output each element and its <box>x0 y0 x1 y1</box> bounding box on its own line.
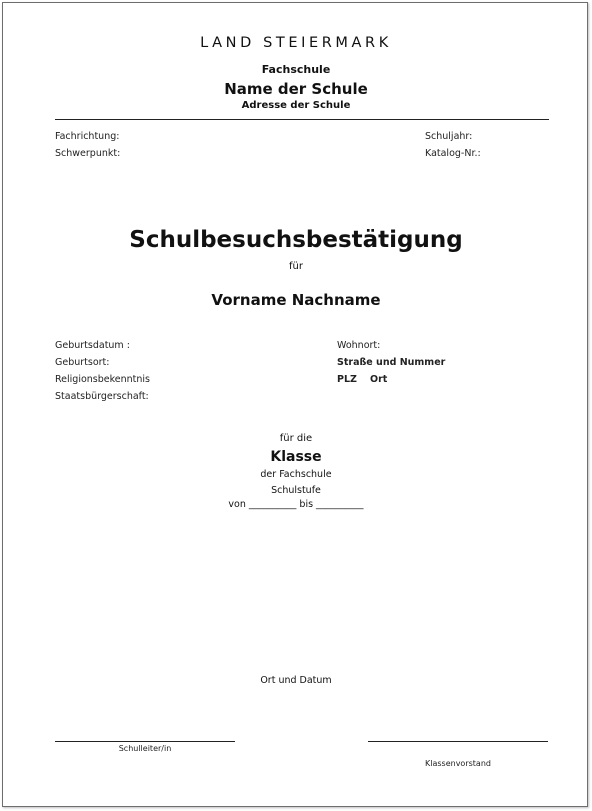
document-title: Schulbesuchsbestätigung <box>129 227 463 253</box>
school-type-line: der Fachschule <box>260 469 332 480</box>
signature-line-class-teacher <box>368 741 548 742</box>
for-label: für <box>289 261 303 272</box>
schwerpunkt-label: Schwerpunkt: <box>55 148 121 159</box>
principal-label: Schulleiter/in <box>118 744 172 753</box>
class-teacher-label: Klassenvorstand <box>425 759 491 768</box>
for-the-label: für die <box>279 433 313 444</box>
document-page <box>2 2 588 807</box>
geburtsort-label: Geburtsort: <box>55 357 110 368</box>
class-name: Klasse <box>270 449 322 465</box>
street-value: Straße und Nummer <box>337 357 446 368</box>
person-name: Vorname Nachname <box>211 291 381 309</box>
signature-line-principal <box>55 741 235 742</box>
school-type: Fachschule <box>261 63 331 76</box>
katalog-label: Katalog-Nr.: <box>425 148 481 159</box>
period-from-to: von __________ bis __________ <box>228 499 364 510</box>
school-level: Schulstufe <box>271 485 321 496</box>
staatsbuergerschaft-label: Staatsbürgerschaft: <box>55 391 149 402</box>
header-divider <box>55 119 549 120</box>
schuljahr-label: Schuljahr: <box>425 131 473 142</box>
ort-value: Ort <box>370 374 388 385</box>
wohnort-label: Wohnort: <box>337 340 381 351</box>
fachrichtung-label: Fachrichtung: <box>55 131 120 142</box>
school-name: Name der Schule <box>224 80 368 98</box>
place-and-date: Ort und Datum <box>260 675 332 686</box>
religion-label: Religionsbekenntnis <box>55 374 151 385</box>
school-address: Adresse der Schule <box>241 100 351 111</box>
state-heading: LAND STEIERMARK <box>200 35 392 51</box>
geburtsdatum-label: Geburtsdatum : <box>55 340 130 351</box>
plz-value: PLZ <box>337 374 357 385</box>
